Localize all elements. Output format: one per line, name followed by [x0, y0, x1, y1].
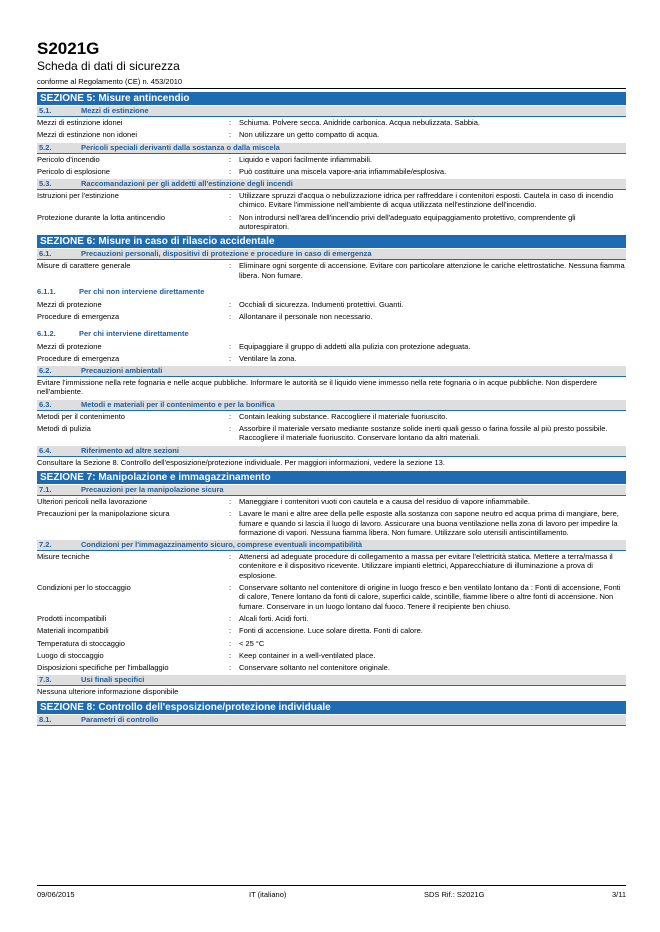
subsection-6-1-2: 6.1.2. Per chi interviene direttamente — [37, 328, 189, 338]
subsection-6-2: 6.2. Precauzioni ambientali — [37, 366, 626, 377]
section-5-header: SEZIONE 5: Misure antincendio — [37, 92, 626, 105]
subsection-7-2: 7.2. Condizioni per l'immagazzinamento sicuro, comprese eventuali incompatibilità — [37, 540, 626, 551]
field-row: Protezione durante la lotta antincendio : Non introdursi nell'area dell'incendio privi dell'adeguato equipaggiamento protettivo, comprendente gli autorespiratori. — [37, 212, 576, 232]
field-row: Ulteriori pericoli nella lavorazione : Maneggiare i contenitori vuoti con cautela e a causa del residuo di vapore infiammabile. — [37, 496, 531, 506]
field-row: Procedure di emergenza : Allontanare il personale non necessario. — [37, 312, 373, 322]
field-row: Misure di carattere generale : Eliminare ogni sorgente di accensione. Evitare con particolare attenzione le cariche elettrostatiche. Nessuna fiamma libera. Non fumare. — [37, 261, 625, 280]
field-row: Pericolo di esplosione : Può costituire una miscela vapore-aria infiammabile/esplosiva. — [37, 166, 447, 176]
reference-text: Consultare la Sezione 8. Controllo dell'esposizione/protezione individuale. Per maggiori informazioni, vedere la sezione 13. — [37, 457, 445, 467]
field-row: Condizioni per lo stoccaggio : Conservare soltanto nel contenitore di origine in luogo fresco e ben ventilato lontano da : Fonti di accensione, Fonti di calore, Tenere lontano da fonti di calore, superfici calde, scintille, fiamme libere o altre fonti di accensione. Non fumare. Conservare in un luogo lontano dal fuoco. Tenere il recipiente ben chiuso. — [37, 583, 621, 611]
end-uses-text: Nessuna ulteriore informazione disponibile — [37, 687, 179, 697]
subsection-6-1-1: 6.1.1. Per chi non interviene direttamente — [37, 286, 205, 296]
field-row: Istruzioni per l'estinzione : Utilizzare spruzzi d'acqua o nebulizzazione idrica per raffreddare i contenitori esposti. Cautela in caso di incendio chimico. Evitare l'immissione nell'ambiente di acqua utilizzata nell'estinzione dell'incendio. — [37, 191, 614, 210]
field-row: Materiali incompatibili : Fonti di accensione. Luce solare diretta. Fonti di calore. — [37, 626, 423, 636]
field-row: Disposizioni specifiche per l'imballaggio : Conservare soltanto nel contenitore originale. — [37, 663, 390, 673]
footer-date: 09/06/2015 — [37, 890, 75, 899]
section-8-header: SEZIONE 8: Controllo dell'esposizione/protezione individuale — [37, 701, 626, 714]
field-row: Pericolo d'incendio : Liquido e vapori facilmente infiammabili. — [37, 154, 372, 164]
field-row: Mezzi di estinzione idonei : Schiuma. Polvere secca. Anidride carbonica. Acqua nebulizzata. Sabbia. — [37, 118, 480, 127]
regulation-note: conforme al Regolamento (CE) n. 453/2010 — [37, 77, 183, 86]
section-6-header: SEZIONE 6: Misure in caso di rilascio accidentale — [37, 235, 626, 248]
field-row: Mezzi di estinzione non idonei : Non utilizzare un getto compatto di acqua. — [37, 130, 380, 140]
subsection-6-1: 6.1. Precauzioni personali, dispositivi di protezione e procedure in caso di emergenza — [37, 249, 626, 260]
environment-text: Evitare l'immissione nella rete fognaria e nelle acque pubbliche. Informare le autorità se il liquido viene immesso nella rete fognaria o in acque pubbliche. Non disperdere nell'ambiente. — [37, 378, 598, 397]
field-row: Metodi di pulizia : Assorbire il materiale versato mediante sostanze solide inerti quali gesso o farina fossile al più presto possibile. Raccogliere il materiale fuoriuscito. Conservare lontano da altri materiali. — [37, 424, 608, 443]
field-row: Mezzi di protezione : Equipaggiare il gruppo di addetti alla pulizia con protezione adeguata. — [37, 341, 471, 351]
document-subtitle: Scheda di dati di sicurezza — [37, 59, 180, 73]
subsection-7-1: 7.1. Precauzioni per la manipolazione sicura — [37, 485, 626, 496]
field-row: Metodi per il contenimento : Contain leaking substance. Raccogliere il materiale fuoriuscito. — [37, 411, 448, 421]
subsection-5-1: 5.1. Mezzi di estinzione — [37, 106, 626, 117]
subsection-5-2: 5.2. Pericoli speciali derivanti dalla sostanza o dalla miscela — [37, 143, 626, 154]
subsection-7-3: 7.3. Usi finali specifici — [37, 675, 626, 686]
field-row: Misure tecniche : Attenersi ad adeguate procedure di collegamento a massa per evitare l'elettricità statica. Mettere a terra/massa il contenitore e il dispositivo ricevente. Utilizzare impianti elettrici, Apparecchiature di illuminazione a prova di esplosione. — [37, 552, 613, 580]
footer-reference: SDS Rif.: S2021G — [424, 890, 485, 899]
footer-page-number: 3/11 — [611, 890, 626, 899]
field-row: Temperatura di stoccaggio : < 25 °C — [37, 638, 265, 648]
page-footer — [37, 885, 626, 899]
field-row: Mezzi di protezione : Occhiali di sicurezza. Indumenti protettivi. Guanti. — [37, 299, 404, 309]
section-7-header: SEZIONE 7: Manipolazione e immagazzinamento — [37, 471, 626, 484]
subsection-6-3: 6.3. Metodi e materiali per il contenimento e per la bonifica — [37, 400, 626, 411]
field-row: Precauzioni per la manipolazione sicura : Lavare le mani e altre aree della pelle esposte alla sostanza con sapone neutro ed acqua prima di mangiare, bere, fumare e quando si lascia il luogo di lavoro. Assicurare una buona ventilazione nella zona di lavoro per impedire la formazione di vapori. Nessuna fiamma libera. Non fumare. Utilizzare solo utensili antiscintillamento. — [37, 509, 619, 537]
content — [37, 92, 626, 726]
header-divider — [37, 88, 626, 89]
field-row: Procedure di emergenza : Ventilare la zona. — [37, 353, 297, 363]
field-row: Prodotti incompatibili : Alcali forti. Acidi forti. — [37, 613, 309, 623]
footer-language: IT (italiano) — [249, 890, 287, 899]
field-row: Luogo di stoccaggio : Keep container in a well-ventilated place. — [37, 650, 376, 660]
subsection-6-4: 6.4. Riferimento ad altre sezioni — [37, 446, 626, 457]
subsection-5-3: 5.3. Raccomandazioni per gli addetti all'estinzione degli incendi — [37, 179, 626, 190]
document-title: S2021G — [37, 39, 100, 58]
subsection-8-1: 8.1. Parametri di controllo — [37, 715, 626, 726]
